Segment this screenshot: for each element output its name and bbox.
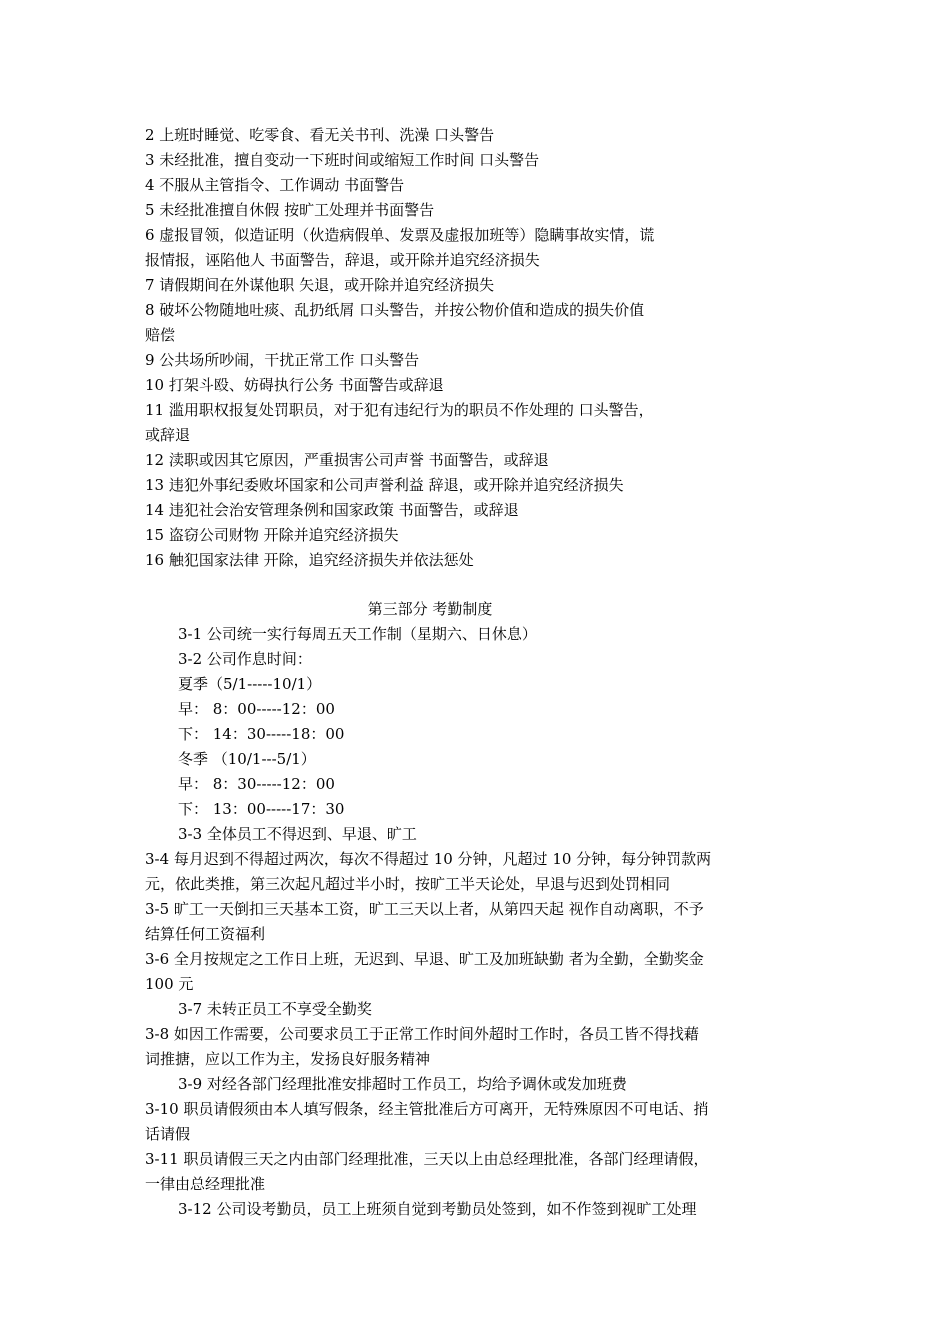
item-line: 报情报，诬陷他人 书面警告，辞退，或开除并追究经济损失: [145, 251, 540, 269]
discipline-item: [145, 473, 785, 498]
attendance-item: [145, 1097, 785, 1147]
item-line: 16 触犯国家法律 开除，追究经济损失并依法惩处: [145, 551, 474, 569]
discipline-item: [145, 498, 785, 523]
attendance-item: [145, 722, 785, 747]
item-line: 3-7 未转正员工不享受全勤奖: [178, 1000, 372, 1018]
item-line: 15 盗窃公司财物 开除并追究经济损失: [145, 526, 399, 544]
discipline-item: [145, 548, 785, 573]
discipline-item: [145, 123, 785, 148]
item-line: 7 请假期间在外谋他职 矢退，或开除并追究经济损失: [145, 276, 495, 294]
item-line: 冬季 （10/1---5/1）: [178, 750, 316, 768]
discipline-list: [145, 123, 785, 573]
discipline-item: [145, 148, 785, 173]
item-line: 3-10 职员请假须由本人填写假条，经主管批准后方可离开，无特殊原因不可电话、捎: [145, 1100, 709, 1118]
discipline-item: [145, 448, 785, 473]
discipline-item: [145, 348, 785, 373]
item-line: 3-12 公司设考勤员，员工上班须自觉到考勤员处签到，如不作签到视旷工处理: [178, 1200, 697, 1218]
item-line: 3-11 职员请假三天之内由部门经理批准，三天以上由总经理批准，各部门经理请假，: [145, 1150, 709, 1168]
item-line: 9 公共场所吵闹，干扰正常工作 口头警告: [145, 351, 420, 369]
item-line: 夏季（5/1-----10/1）: [178, 675, 322, 693]
attendance-list: [145, 622, 785, 1222]
item-line: 3-2 公司作息时间：: [178, 650, 312, 668]
attendance-item: [145, 797, 785, 822]
discipline-item: [145, 373, 785, 398]
item-line: 3-4 每月迟到不得超过两次，每次不得超过 10 分钟，凡超过 10 分钟，每分钟罚款两: [145, 850, 712, 868]
discipline-item: [145, 398, 785, 448]
attendance-item: [145, 647, 785, 672]
item-line: 11 滥用职权报复处罚职员，对于犯有违纪行为的职员不作处理的 口头警告，: [145, 401, 654, 419]
attendance-item: [145, 822, 785, 847]
item-line: 6 虚报冒领，似造证明（伙造病假单、发票及虚报加班等）隐瞒事故实情，谎: [145, 226, 655, 244]
item-line: 一律由总经理批准: [145, 1175, 266, 1193]
item-line: 或辞退: [145, 426, 191, 444]
section-title: 第三部分 考勤制度: [367, 600, 493, 618]
item-line: 3-5 旷工一天倒扣三天基本工资，旷工三天以上者，从第四天起 视作自动离职，不予: [145, 900, 704, 918]
item-line: 4 不服从主管指令、工作调动 书面警告: [145, 176, 405, 194]
item-line: 3-1 公司统一实行每周五天工作制（星期六、日休息）: [178, 625, 537, 643]
attendance-item: [145, 672, 785, 697]
item-line: 10 打架斗殴、妨碍执行公务 书面警告或辞退: [145, 376, 444, 394]
item-line: 3 未经批准，擅自变动一下班时间或缩短工作时间 口头警告: [145, 151, 540, 169]
item-line: 13 违犯外事纪委败坏国家和公司声誉利益 辞退，或开除并追究经济损失: [145, 476, 624, 494]
item-line: 8 破坏公物随地吐痰、乱扔纸屑 口头警告，并按公物价值和造成的损失价值: [145, 301, 645, 319]
discipline-item: [145, 173, 785, 198]
item-line: 词推搪，应以工作为主，发扬良好服务精神: [145, 1050, 431, 1068]
attendance-item: [145, 747, 785, 772]
item-line: 5 未经批准擅自休假 按旷工处理并书面警告: [145, 201, 435, 219]
discipline-item: [145, 523, 785, 548]
attendance-item: [145, 947, 785, 997]
attendance-item: [145, 997, 785, 1022]
item-line: 3-3 全体员工不得迟到、早退、旷工: [178, 825, 417, 843]
item-line: 赔偿: [145, 326, 176, 344]
item-line: 下： 13：00-----17：30: [178, 800, 345, 818]
attendance-item: [145, 1197, 785, 1222]
item-line: 100 元: [145, 975, 194, 993]
item-line: 3-6 全月按规定之工作日上班，无迟到、早退、旷工及加班缺勤 者为全勤，全勤奖金: [145, 950, 704, 968]
attendance-item: [145, 847, 785, 897]
attendance-item: [145, 897, 785, 947]
item-line: 14 违犯社会治安管理条例和国家政策 书面警告，或辞退: [145, 501, 519, 519]
discipline-item: [145, 223, 785, 273]
attendance-item: [145, 622, 785, 647]
item-line: 2 上班时睡觉、吃零食、看无关书刊、洗澡 口头警告: [145, 126, 495, 144]
attendance-item: [145, 697, 785, 722]
item-line: 结算任何工资福利: [145, 925, 266, 943]
attendance-item: [145, 1022, 785, 1072]
item-line: 话请假: [145, 1125, 191, 1143]
item-line: 下： 14：30-----18：00: [178, 725, 345, 743]
item-line: 12 渎职或因其它原因，严重损害公司声誉 书面警告，或辞退: [145, 451, 549, 469]
item-line: 3-9 对经各部门经理批准安排超时工作员工，均给予调休或发加班费: [178, 1075, 627, 1093]
discipline-item: [145, 198, 785, 223]
attendance-item: [145, 1147, 785, 1197]
item-line: 早： 8：30-----12：00: [178, 775, 335, 793]
item-line: 3-8 如因工作需要，公司要求员工于正常工作时间外超时工作时，各员工皆不得找藉: [145, 1025, 699, 1043]
discipline-item: [145, 273, 785, 298]
attendance-item: [145, 772, 785, 797]
attendance-item: [145, 1072, 785, 1097]
item-line: 早： 8：00-----12：00: [178, 700, 335, 718]
discipline-item: [145, 298, 785, 348]
item-line: 元，依此类推，第三次起凡超过半小时，按旷工半天论处，早退与迟到处罚相同: [145, 875, 671, 893]
